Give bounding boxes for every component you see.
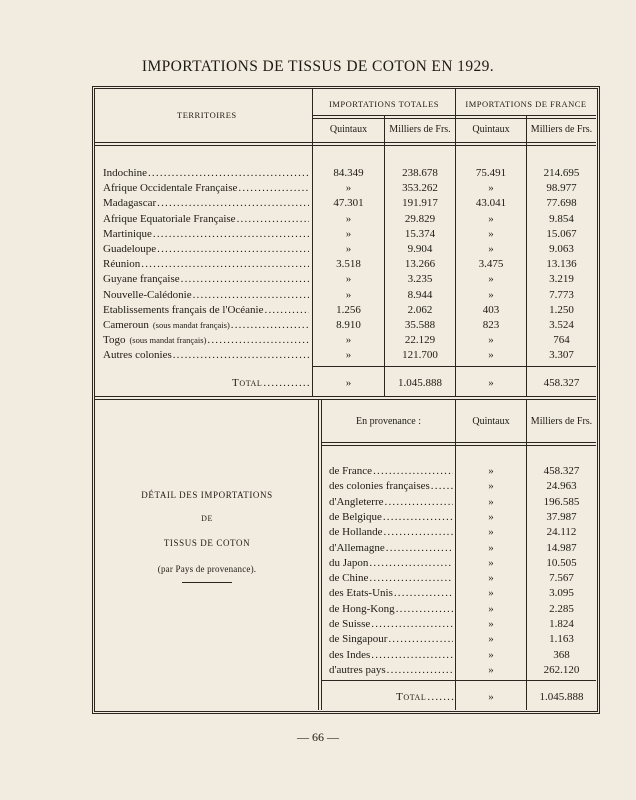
- provenance-name: des Etats-Unis .....: [329, 586, 453, 600]
- totales-quintaux-cell: »: [345, 334, 352, 347]
- france-quintaux-cell: »: [488, 334, 494, 347]
- detail-title-4: (par Pays de provenance).: [157, 564, 257, 574]
- provenance-milliers-cell: 10.505: [546, 556, 577, 569]
- provenance-name: de Singapour .....: [329, 632, 453, 646]
- provenance-milliers-cell: 1.824: [549, 618, 574, 630]
- france-quintaux-cell: »: [488, 227, 494, 240]
- provenance-milliers-cell: 3.095: [549, 587, 574, 600]
- provenance-milliers-cell: 2.285: [549, 602, 574, 615]
- territory-name: Réunion .....: [103, 257, 309, 271]
- page-title: IMPORTATIONS DE TISSUS DE COTON EN 1929.: [141, 58, 495, 75]
- header-totales: IMPORTATIONS TOTALES: [328, 99, 440, 109]
- france-quintaux-cell: 75.491: [475, 167, 507, 179]
- detail-header-milliers: Milliers de Frs.: [530, 416, 593, 427]
- territory-name: Afrique Occidentale Française .....: [103, 181, 309, 195]
- section-rule-2: [95, 399, 596, 400]
- territory-name: Autres colonies .....: [103, 348, 309, 362]
- france-quintaux-cell: 823: [482, 319, 500, 331]
- territory-name: Guyane française .....: [103, 272, 309, 286]
- france-quintaux-cell: »: [488, 273, 494, 286]
- provenance-quintaux-cell: »: [488, 618, 494, 630]
- provenance-name: de Belgique .....: [329, 510, 453, 524]
- totales-quintaux-cell: »: [345, 227, 352, 240]
- totales-milliers-cell: 13.266: [404, 258, 436, 271]
- totales-milliers-cell: 22.129: [404, 334, 436, 347]
- totales-quintaux-cell: »: [345, 212, 352, 225]
- total-rule: [312, 366, 596, 367]
- provenance-quintaux-cell: »: [488, 572, 494, 585]
- france-milliers-cell: 15.067: [546, 227, 577, 240]
- provenance-name: des Indes .....: [329, 648, 453, 662]
- provenance-quintaux-cell: »: [488, 541, 494, 554]
- provenance-name: des colonies françaises .....: [329, 479, 453, 493]
- provenance-name: de Hong-Kong .....: [329, 602, 453, 616]
- totales-quintaux-cell: »: [345, 273, 352, 286]
- provenance-name: de Suisse .....: [329, 617, 453, 631]
- provenance-milliers-cell: 24.963: [546, 480, 577, 493]
- detail-header-rule-1: [321, 442, 596, 443]
- france-quintaux-cell: 43.041: [475, 197, 507, 210]
- france-quintaux-cell: »: [488, 212, 494, 225]
- detail-divider-1: [318, 400, 319, 710]
- totales-milliers-cell: 15.374: [404, 227, 436, 240]
- france-milliers-cell: 3.307: [549, 349, 574, 362]
- detail-short-rule: [182, 582, 232, 583]
- provenance-quintaux-cell: »: [488, 602, 494, 615]
- totales-quintaux-cell: 8.910: [336, 319, 361, 331]
- france-quintaux-cell: 403: [482, 303, 500, 316]
- provenance-quintaux-cell: »: [488, 648, 494, 661]
- header-france-milliers: Milliers de Frs.: [530, 124, 593, 135]
- provenance-milliers-cell: 37.987: [546, 510, 577, 523]
- france-quintaux-cell: »: [488, 349, 494, 362]
- france-milliers-cell: 9.063: [549, 243, 574, 255]
- total-totales-milliers: 1.045.888: [398, 377, 442, 389]
- france-milliers-cell: 98.977: [546, 182, 577, 195]
- france-milliers-cell: 3.219: [549, 273, 574, 286]
- detail-divider-2: [321, 400, 322, 710]
- total-totales-quintaux: »: [345, 377, 352, 389]
- detail-title-3: TISSUS DE COTON: [163, 538, 251, 548]
- france-milliers-cell: 77.698: [546, 197, 577, 210]
- totales-milliers-cell: 29.829: [404, 212, 436, 225]
- france-milliers-cell: 9.854: [549, 212, 574, 225]
- provenance-name: d'Angleterre .....: [329, 495, 453, 509]
- provenance-quintaux-cell: »: [488, 633, 494, 646]
- france-milliers-cell: 7.773: [549, 288, 574, 301]
- territory-name: Indochine .....: [103, 166, 309, 180]
- totales-quintaux-cell: »: [345, 243, 352, 255]
- totales-milliers-cell: 121.700: [402, 349, 438, 362]
- detail-header-quintaux: Quintaux: [472, 416, 510, 427]
- totales-quintaux-cell: 47.301: [333, 197, 364, 210]
- territory-name: Afrique Equatoriale Française .....: [103, 212, 309, 226]
- totales-milliers-cell: 9.904: [407, 243, 433, 255]
- totales-milliers-cell: 353.262: [402, 182, 438, 195]
- provenance-quintaux-cell: »: [488, 587, 494, 600]
- france-quintaux-cell: 3.475: [478, 258, 504, 271]
- totales-milliers-cell: 238.678: [402, 167, 438, 179]
- provenance-milliers-cell: 1.163: [549, 633, 574, 646]
- detail-header-provenance: En provenance :: [356, 416, 421, 427]
- provenance-milliers-cell: 7.567: [549, 572, 574, 585]
- france-quintaux-cell: »: [488, 182, 494, 195]
- france-milliers-cell: 214.695: [543, 167, 580, 179]
- header-rule-3: [95, 142, 596, 143]
- territory-name: Martinique .....: [103, 227, 309, 241]
- provenance-quintaux-cell: »: [488, 663, 494, 676]
- provenance-name: de Hollande .....: [329, 525, 453, 539]
- detail-total-label: Total .....: [396, 690, 454, 704]
- total-label: Total .....: [232, 376, 310, 390]
- totales-milliers-cell: 3.235: [407, 273, 433, 286]
- header-rule-4: [95, 145, 596, 146]
- totales-milliers-cell: 191.917: [402, 197, 438, 210]
- totales-quintaux-cell: »: [345, 288, 352, 301]
- total-france-quintaux: »: [488, 377, 494, 389]
- header-totales-quintaux: Quintaux: [329, 124, 368, 135]
- provenance-name: d'autres pays .....: [329, 663, 453, 677]
- territory-name: Etablissements français de l'Océanie .....: [103, 303, 309, 317]
- provenance-milliers-cell: 24.112: [546, 526, 577, 539]
- page-number: — 66 —: [297, 730, 339, 744]
- provenance-name: de Chine .....: [329, 571, 453, 585]
- territory-name: Togo (sous mandat français) .....: [103, 333, 309, 347]
- header-totales-milliers: Milliers de Frs.: [389, 124, 451, 135]
- provenance-milliers-cell: 14.987: [546, 541, 577, 554]
- totales-milliers-cell: 2.062: [407, 303, 433, 316]
- provenance-milliers-cell: 262.120: [543, 663, 580, 676]
- header-france: IMPORTATIONS DE FRANCE: [465, 99, 587, 109]
- france-milliers-cell: 13.136: [546, 258, 577, 271]
- provenance-milliers-cell: 196.585: [543, 495, 580, 508]
- detail-header-rule-2: [321, 445, 596, 446]
- territory-name: Guadeloupe .....: [103, 242, 309, 256]
- territory-name: Madagascar .....: [103, 196, 309, 210]
- france-milliers-cell: 764: [553, 334, 570, 347]
- provenance-name: du Japon .....: [329, 556, 453, 570]
- totales-quintaux-cell: 84.349: [333, 167, 364, 179]
- header-territoires: TERRITOIRES: [177, 110, 237, 120]
- totales-quintaux-cell: 3.518: [336, 258, 361, 271]
- detail-total-rule: [321, 680, 596, 681]
- provenance-quintaux-cell: »: [488, 465, 494, 477]
- provenance-milliers-cell: 368: [553, 648, 570, 661]
- detail-total-milliers: 1.045.888: [539, 691, 584, 703]
- header-france-quintaux: Quintaux: [472, 124, 510, 135]
- totales-quintaux-cell: 1.256: [336, 303, 361, 316]
- provenance-name: de France .....: [329, 464, 453, 478]
- provenance-quintaux-cell: »: [488, 526, 494, 539]
- provenance-quintaux-cell: »: [488, 556, 494, 569]
- totales-quintaux-cell: »: [345, 349, 352, 362]
- total-france-milliers: 458.327: [543, 377, 580, 389]
- totales-milliers-cell: 35.588: [404, 319, 436, 331]
- france-quintaux-cell: »: [488, 243, 494, 255]
- detail-title-2: DE: [201, 514, 213, 523]
- france-milliers-cell: 3.524: [549, 319, 574, 331]
- totales-quintaux-cell: »: [345, 182, 352, 195]
- provenance-milliers-cell: 458.327: [543, 465, 580, 477]
- territory-name: Nouvelle-Calédonie .....: [103, 288, 309, 302]
- section-rule-1: [95, 396, 596, 397]
- totales-milliers-cell: 8.944: [407, 288, 433, 301]
- france-quintaux-cell: »: [488, 288, 494, 301]
- territory-name: Cameroun (sous mandat français) .....: [103, 318, 309, 332]
- header-rule-2: [312, 118, 596, 119]
- france-milliers-cell: 1.250: [549, 303, 574, 316]
- provenance-quintaux-cell: »: [488, 480, 494, 493]
- detail-title-1: DÉTAIL DES IMPORTATIONS: [141, 490, 273, 500]
- detail-total-quintaux: »: [488, 691, 494, 703]
- provenance-name: d'Allemagne .....: [329, 541, 453, 555]
- header-rule-1: [312, 115, 596, 116]
- provenance-quintaux-cell: »: [488, 510, 494, 523]
- provenance-quintaux-cell: »: [488, 495, 494, 508]
